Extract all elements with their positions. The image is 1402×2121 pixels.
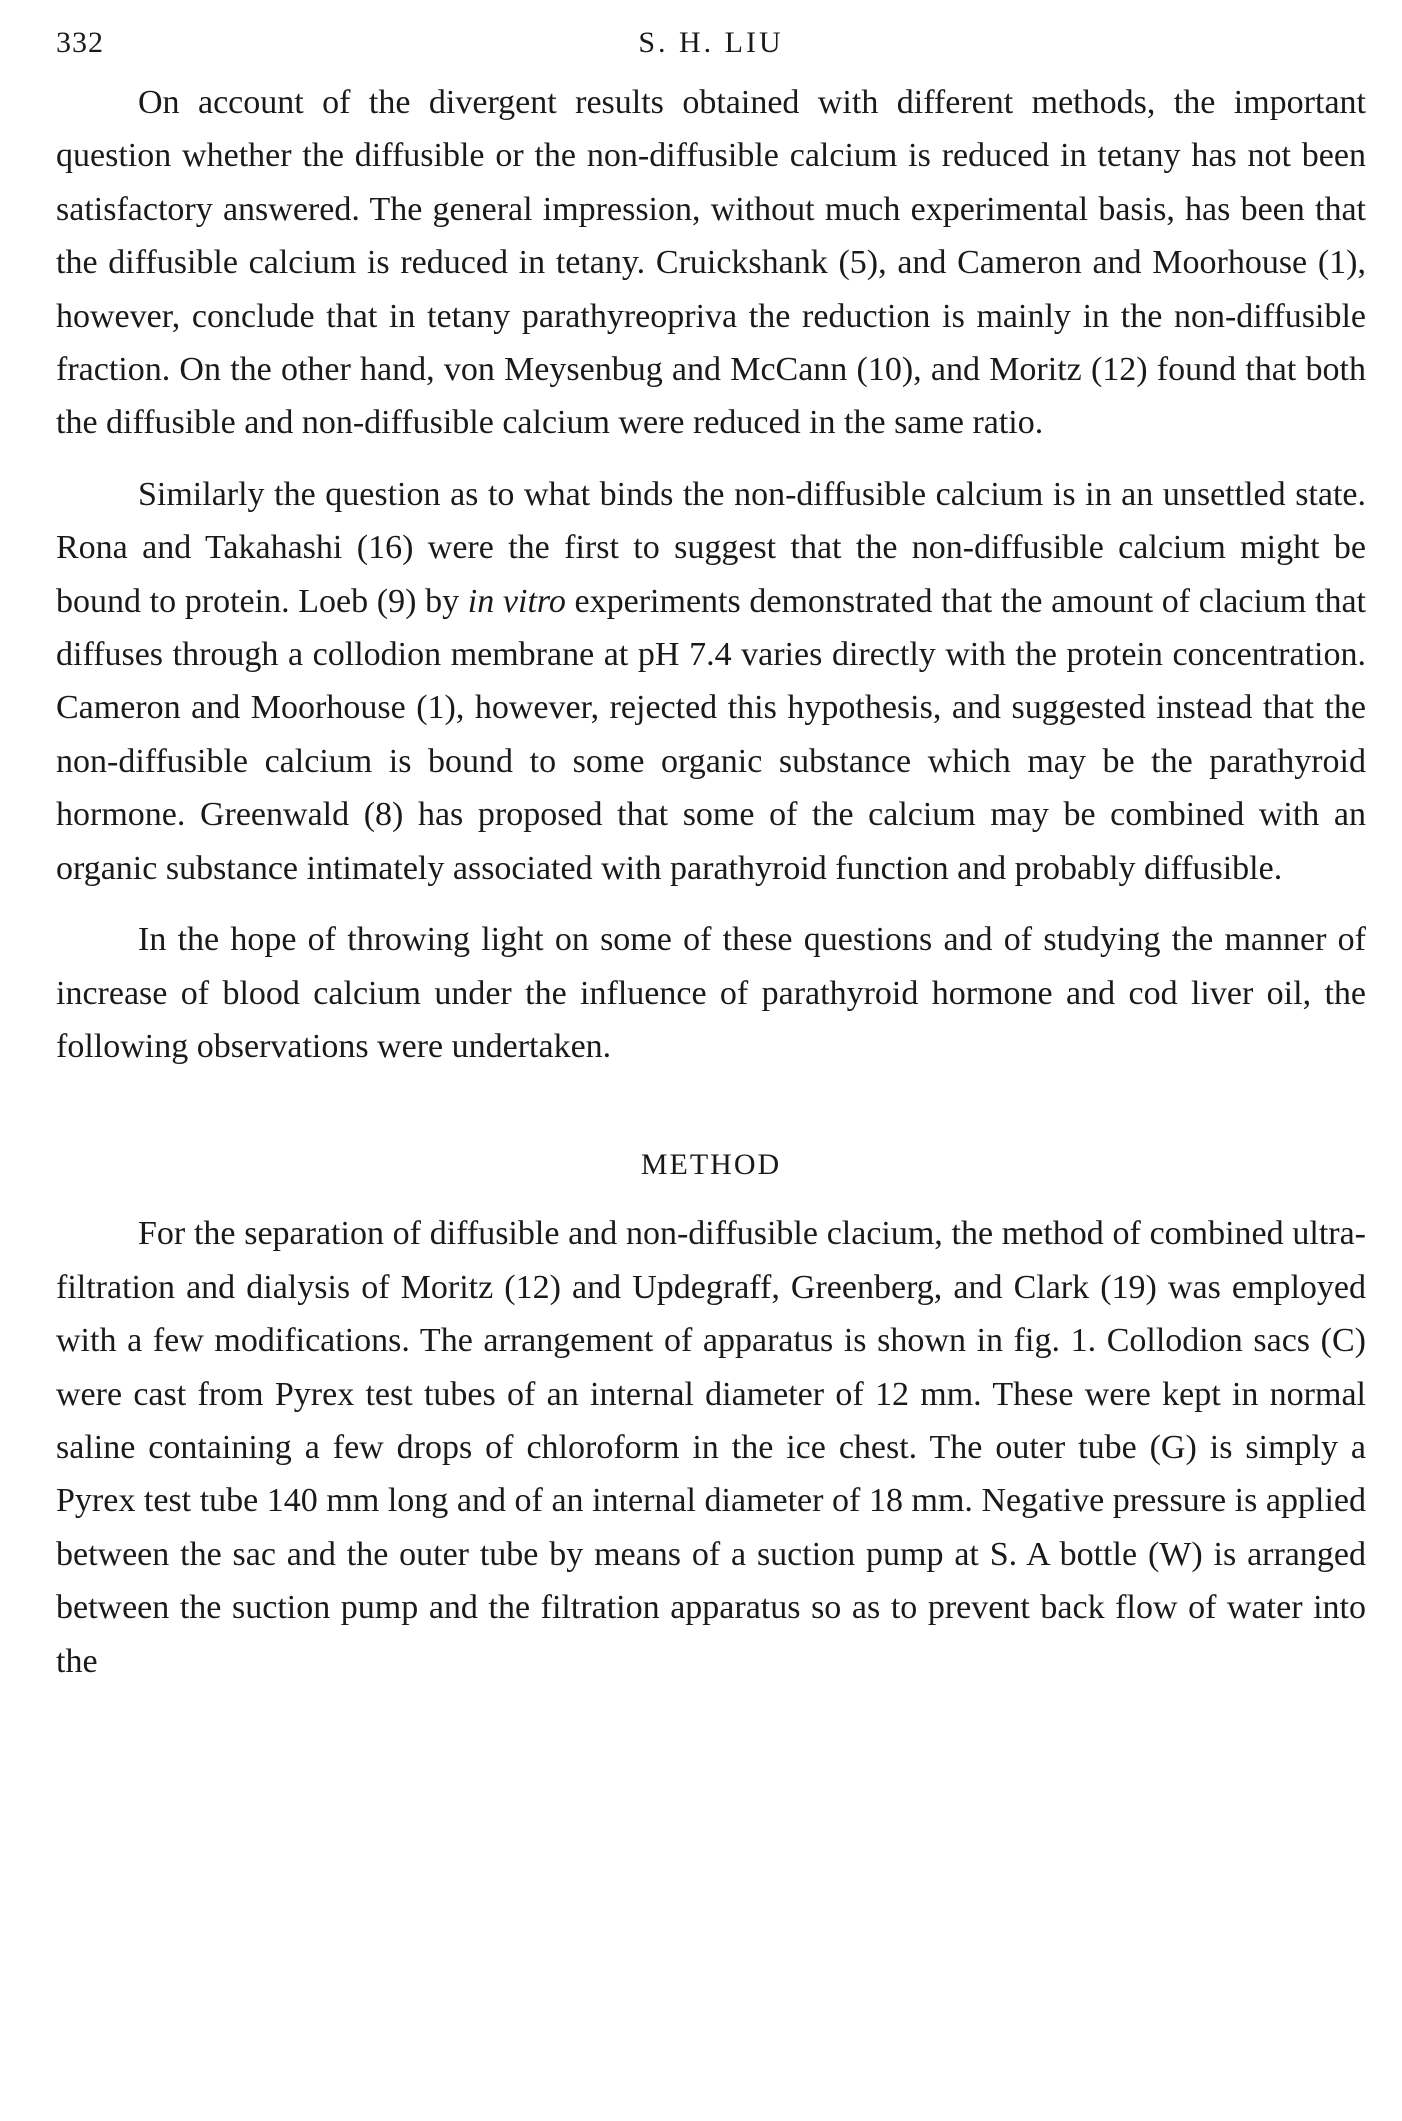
paragraph-text: Similarly the question as to what binds the non-diffusible calcium is in an unsettled state. Rona and Takahashi (16) were the first to suggest that the non-diffusible calcium might be bound to protein. Loeb (9) by (56, 475, 1366, 620)
paragraph-text: experiments demonstrated that the amount of clacium that diffuses through a collodion membrane at pH 7.4 varies directly with the protein concentration. Cameron and Moorhouse (1), however, rejected this hypothesis, and suggested instead that the non-diffusible calcium is bound to some organic substance which may be the parathyroid hormone. Greenwald (8) has proposed that some of the calcium may be combined with an organic substance intimately associated with parathyroid function and probably diffusible. (56, 582, 1366, 887)
section-heading-method: METHOD (640, 1148, 782, 1182)
italic-term: in vitro (467, 582, 566, 620)
running-header (56, 26, 1366, 76)
paragraph-method: For the separation of diffusible and non-diffusible clacium, the method of combined ultra-filtration and dialysis of Moritz (12) and Updegraff, Greenberg, and Clark (19) was employed with a few modifications. The arrangement of apparatus is shown in fig. 1. Collodion sacs (C) were cast from Pyrex test tubes of an internal diameter of 12 mm. These were kept in normal saline containing a few drops of chloroform in the ice chest. The outer tube (G) is simply a Pyrex test tube 140 mm long and of an internal diameter of 18 mm. Negative pressure is applied between the sac and the outer tube by means of a suction pump at S. A bottle (W) is arranged between the suction pump and the filtration apparatus so as to prevent back flow of water into the (56, 1215, 1366, 1680)
running-head-author: S. H. LIU (638, 26, 784, 59)
document-page (56, 26, 1366, 1688)
article-body (56, 76, 1366, 1688)
paragraph-study-aim: In the hope of throwing light on some of these questions and of studying the manner of increase of blood calcium under the influence of parathyroid hormone and cod liver oil, the following observations were undertaken. (56, 921, 1366, 1065)
paragraph-non-diffusible-binding (56, 468, 1366, 895)
paragraph-tetany-calcium: On account of the divergent results obtained with different methods, the important question whether the diffusible or the non-diffusible calcium is reduced in tetany has not been satisfactory answered. The general impression, without much experimental basis, has been that the diffusible calcium is reduced in tetany. Cruickshank (5), and Cameron and Moorhouse (1), however, conclude that in tetany parathyreopriva the reduction is mainly in the non-diffusible fraction. On the other hand, von Meysenbug and McCann (10), and Moritz (12) found that both the diffusible and non-diffusible calcium were reduced in the same ratio. (56, 84, 1366, 442)
page-number: 332 (56, 26, 104, 59)
